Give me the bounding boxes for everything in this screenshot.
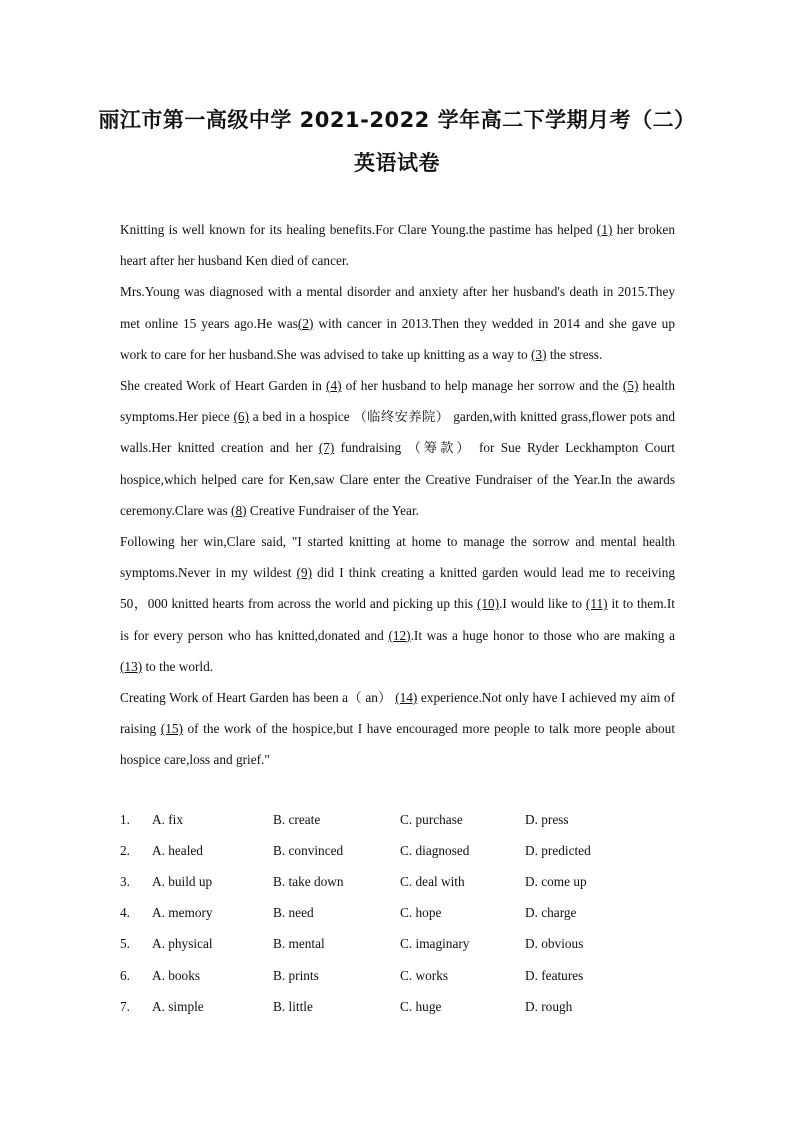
option-b: B. mental <box>273 936 325 951</box>
passage-text: fundraising （筹款） for Sue Ryder Leckhampton Court hospice,which helped care for Ken,saw Clare enter the Creative Fundraiser of the Year.In the awards ceremony.Clare was <box>120 440 676 518</box>
passage-text: health symptoms.Her piece <box>120 378 675 425</box>
option-a: A. memory <box>152 905 213 920</box>
passage-paragraph <box>120 370 675 526</box>
passage-text: of her husband to help manage her sorrow and the <box>341 378 623 394</box>
blank-number: (13) <box>120 658 143 674</box>
passage-text: a bed in a hospice （临终安养院） garden,with knitted grass,flower pots and walls.Her knitted creation and her <box>120 409 675 456</box>
passage-text: Following her win,Clare said, "I started knitting at home to manage the sorrow and mental health symptoms.Never in my wildest <box>120 534 675 581</box>
option-d: D. predicted <box>525 843 591 858</box>
option-a: A. physical <box>152 936 213 951</box>
page-subtitle: 英语试卷 <box>354 151 440 175</box>
reading-passage <box>120 214 675 776</box>
passage-text: Creative Fundraiser of the Year. <box>246 502 419 518</box>
question-number: 3. <box>120 874 130 889</box>
option-b: B. prints <box>273 968 319 983</box>
question-item <box>120 812 680 832</box>
option-b: B. convinced <box>273 843 344 858</box>
passage-text: her broken heart after her husband Ken died of cancer. <box>120 222 675 269</box>
passage-text: Mrs.Young was diagnosed with a mental disorder and anxiety after her husband's death in 2015.They met online 15 years ago.He was <box>120 284 675 331</box>
option-c: C. works <box>400 968 449 983</box>
page-title: 丽江市第一高级中学 2021-2022 学年高二下学期月考（二） <box>98 108 696 132</box>
blank-number: (7) <box>318 440 335 456</box>
question-number: 4. <box>120 905 130 920</box>
question-item <box>120 936 680 956</box>
question-item <box>120 999 680 1019</box>
option-d: D. obvious <box>525 936 584 951</box>
option-a: A. fix <box>152 812 184 827</box>
blank-number: (1) <box>596 222 613 237</box>
option-d: D. come up <box>525 874 587 889</box>
question-item <box>120 874 680 894</box>
option-d: D. features <box>525 968 584 983</box>
option-a: A. build up <box>152 874 213 889</box>
option-c: C. deal with <box>400 874 465 889</box>
option-d: D. charge <box>525 905 577 920</box>
passage-text: Creating Work of Heart Garden has been a（ an） <box>120 690 396 706</box>
question-number: 6. <box>120 968 130 983</box>
question-number: 1. <box>120 812 130 827</box>
blank-number: (6) <box>233 409 249 425</box>
option-a: A. books <box>152 968 201 983</box>
option-c: C. purchase <box>400 812 463 827</box>
option-b: B. create <box>273 812 321 827</box>
question-item <box>120 905 680 925</box>
option-a: A. healed <box>152 843 203 858</box>
passage-text: of the work of the hospice,but I have encouraged more people to talk more people about hospice care,loss and grief." <box>120 721 676 768</box>
option-c: C. hope <box>400 905 442 920</box>
passage-text: it to them.It is for every person who has knitted,donated and <box>120 596 676 643</box>
passage-text: She created Work of Heart Garden in <box>120 378 327 394</box>
passage-paragraph <box>120 526 675 682</box>
option-d: D. press <box>525 812 569 827</box>
passage-text: to the world. <box>142 658 214 674</box>
blank-number: (12) <box>388 627 411 643</box>
option-c: C. diagnosed <box>400 843 470 858</box>
option-c: C. imaginary <box>400 936 470 951</box>
option-b: B. little <box>273 999 313 1014</box>
blank-number: (10) <box>476 596 500 612</box>
question-item <box>120 843 680 863</box>
passage-text: the stress. <box>546 346 603 362</box>
option-d: D. rough <box>525 999 573 1014</box>
question-number: 2. <box>120 843 130 858</box>
option-a: A. simple <box>152 999 204 1014</box>
passage-text: with cancer in 2013.Then they wedded in 2014 and she gave up work to care for her husband.She was advised to take up knitting as a way to <box>120 315 675 362</box>
blank-number: (9) <box>296 565 313 581</box>
passage-text: experience.Not only have I achieved my aim of raising <box>120 690 675 737</box>
question-item <box>120 968 680 988</box>
blank-number: (8) <box>231 502 247 518</box>
passage-text: .It was a huge honor to those who are making a <box>410 627 675 643</box>
option-b: B. need <box>273 905 314 920</box>
passage-paragraph <box>120 214 675 276</box>
blank-number: (15) <box>160 721 183 737</box>
blank-number: (14) <box>395 690 418 706</box>
blank-number: (5) <box>622 378 639 394</box>
blank-number: (11) <box>585 596 608 612</box>
passage-paragraph <box>120 682 675 776</box>
option-c: C. huge <box>400 999 442 1014</box>
passage-text: did I think creating a knitted garden would lead me to receiving 50，000 knitted hearts from across the world and picking up this <box>120 565 675 612</box>
passage-text: .I would like to <box>499 596 586 612</box>
passage-paragraph <box>120 276 675 370</box>
passage-text: Knitting is well known for its healing benefits.For Clare Young.the pastime has helped <box>120 222 597 237</box>
question-number: 7. <box>120 999 130 1014</box>
question-number: 5. <box>120 936 130 951</box>
blank-number: (4) <box>326 378 342 394</box>
blank-number: (3) <box>531 346 547 362</box>
blank-number: (2) <box>297 315 314 331</box>
option-b: B. take down <box>273 874 344 889</box>
